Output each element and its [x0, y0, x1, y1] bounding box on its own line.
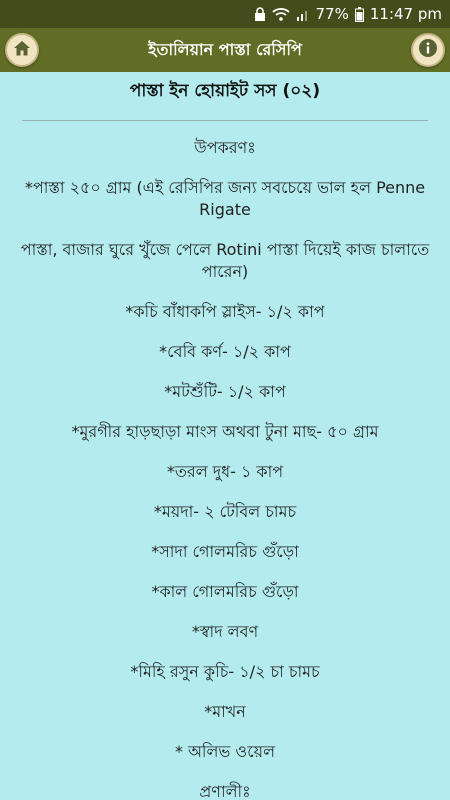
ingredient-line: *মিহি রসুন কুচি- ১/২ চা চামচ [130, 662, 320, 681]
ingredient-line: পাস্তা, বাজার ঘুরে খুঁজে পেলে Rotini পাস্তা দিয়েই কাজ চালাতে পারেন) [20, 240, 430, 281]
ingredient-line: *পাস্তা ২৫০ গ্রাম (এই রেসিপির জন্য সবচেয়ে ভাল হল Penne Rigate [24, 178, 426, 219]
clock: 11:47 pm [369, 5, 442, 23]
wifi-icon [272, 7, 290, 21]
status-bar [0, 0, 450, 28]
divider [22, 120, 428, 121]
ingredient-line: *সাদা গোলমরিচ গুঁড়ো [151, 542, 299, 561]
home-icon [13, 39, 31, 61]
ingredient-line: *স্বাদ লবণ [191, 622, 259, 641]
ingredient-line: *মটশুঁটি- ১/২ কাপ [164, 382, 286, 401]
signal-icon [296, 7, 310, 21]
recipe-content[interactable] [0, 72, 450, 800]
ingredient-line: *বেবি কর্ণ- ১/২ কাপ [159, 342, 291, 361]
ingredient-line: *ময়দা- ২ টেবিল চামচ [153, 502, 297, 521]
ingredient-line: *মাখন [204, 702, 246, 721]
app-title: ইতালিয়ান পাস্তা রেসিপি [148, 39, 302, 59]
recipe-title: পাস্তা ইন হোয়াইট সস (০২) [129, 81, 321, 101]
ingredient-line: *মুরগীর হাড়ছাড়া মাংস অথবা টুনা মাছ- ৫০ গ্রাম [71, 422, 379, 441]
section-heading-ingredients: উপকরণঃ [194, 138, 256, 157]
battery-icon [355, 7, 364, 22]
ingredient-line: * অলিভ ওয়েল [174, 742, 275, 761]
recipe-lines [0, 137, 450, 800]
ingredient-line: *কাল গোলমরিচ গুঁড়ো [151, 582, 299, 601]
ingredient-line: *কচি বাঁধাকপি স্লাইস- ১/২ কাপ [125, 302, 325, 321]
section-heading-method: প্রণালীঃ [199, 782, 251, 800]
home-button[interactable] [5, 33, 39, 67]
battery-percent: 77% [315, 5, 349, 23]
info-button[interactable] [411, 33, 445, 67]
info-icon [418, 38, 438, 62]
ingredient-line: *তরল দুধ- ১ কাপ [166, 462, 284, 481]
lock-icon [254, 7, 266, 21]
app-bar [0, 28, 450, 72]
